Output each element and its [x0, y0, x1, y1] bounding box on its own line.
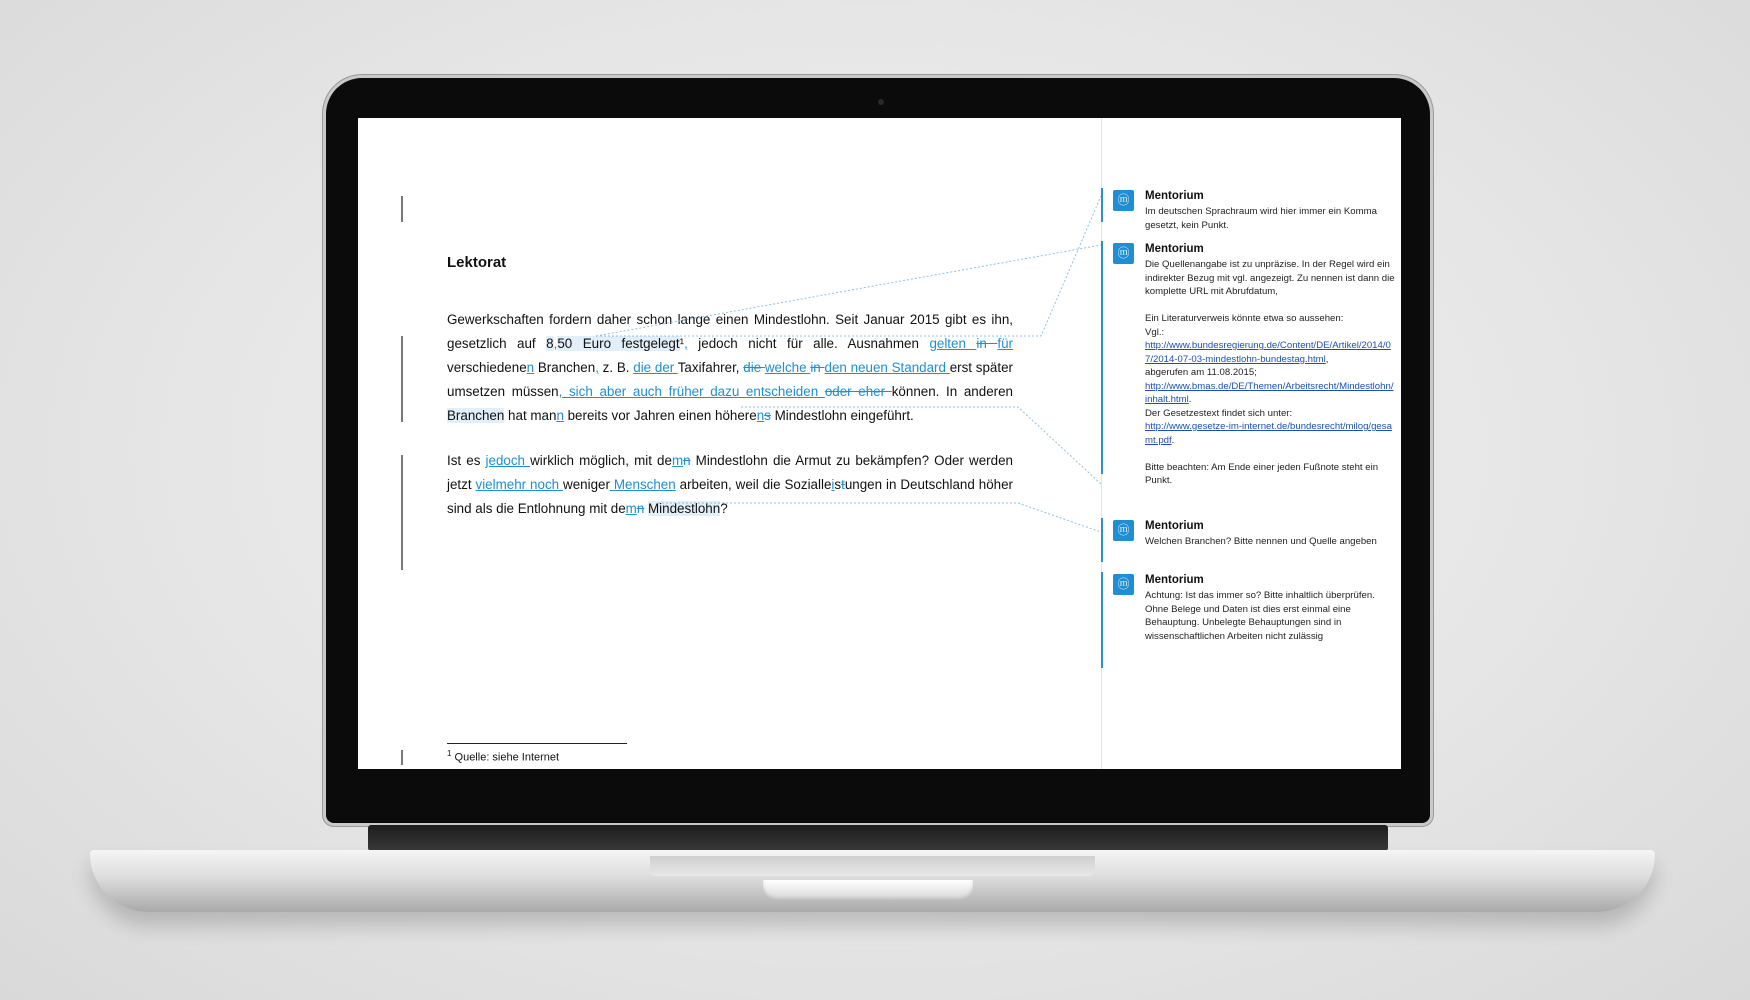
comment-line: abgerufen am 11.08.2015; — [1145, 367, 1257, 378]
source-link-2[interactable]: http://www.bmas.de/DE/Themen/Arbeitsrecht/Mindestlohn/inhalt.html — [1145, 380, 1394, 405]
camera-icon — [878, 99, 884, 105]
comment-line: Vgl.: — [1145, 326, 1165, 338]
tracked-insertion[interactable]: Menschen — [609, 477, 676, 492]
comment-line: Der Gesetzestext findet sich unter: — [1145, 407, 1293, 419]
text-run: ¹ — [679, 336, 685, 351]
footnote-text: Quelle: siehe Internet — [454, 751, 560, 764]
document-heading: Lektorat — [447, 254, 507, 271]
text-run: Branchen — [534, 360, 596, 375]
text-run: Gewerkschaften fordern daher schon lange einen Mindestlohn. Seit Januar 2015 gibt es ihn, gesetzlich auf — [447, 312, 1013, 351]
tracked-deletion[interactable]: oder eher — [824, 384, 892, 399]
source-link-3[interactable]: http://www.gesetze-im-internet.de/bundesrecht/milog/gesamt.pdf — [1145, 421, 1392, 446]
text-run: wirklich möglich, mit de — [530, 453, 672, 468]
tracked-insertion[interactable]: n — [556, 408, 564, 423]
source-link-1[interactable]: http://www.bundesregierung.de/Content/DE/Artikel/2014/07/2014-07-03-mindestlohn-bundestag.html — [1145, 340, 1391, 365]
text-run: Mindestlohn eingeführt. — [770, 408, 914, 423]
keyboard-hinge — [368, 825, 1388, 851]
tracked-insertion[interactable]: i — [831, 477, 835, 492]
comment-author: Mentorium — [1145, 520, 1204, 532]
connector-line-3 — [741, 407, 1101, 484]
tracked-deletion[interactable]: die — [743, 360, 765, 375]
comment-author: Mentorium — [1145, 190, 1204, 202]
comment-text: Die Quellenangabe ist zu unpräzise. In der Regel wird ein indirekter Bezug mit vgl. angezeigt. Zu nennen ist dann die komplette URL mit Abrufdatum, Ein Literaturverweis könnte etwa so aussehen: Vgl.: http://www.bundesregierung.de/Content/DE/Artikel/2014/07/2014-07-03-mindestlohn-bundestag.html, abgerufen am 11.08.2015; http://www.bmas.de/DE/Themen/Arbeitsrecht/Mindestlohn/inhalt.html. Der Gesetzestext findet sich unter: http://www.gesetze-im-internet.de/bundesrecht/milog/gesamt.pdf. Bitte beachten: Am Ende einer jeden Fußnote steht ein Punkt. — [1145, 259, 1395, 486]
mentorium-logo-icon: ⓜ — [1113, 574, 1134, 595]
comment-author: Mentorium — [1145, 243, 1204, 255]
text-run: ? — [720, 501, 728, 516]
text-run: hat man — [504, 408, 557, 423]
commented-text[interactable]: Branchen — [447, 408, 505, 423]
mentorium-logo-icon: ⓜ — [1113, 190, 1134, 211]
tracked-insertion[interactable]: den neuen Standard — [824, 360, 950, 375]
text-run: können. In anderen — [891, 384, 1014, 399]
text-run: ungen in Deutschland höher sind als die Entlohnung mit de — [447, 477, 1014, 516]
text-run: bereits vor Jahren einen höhere — [563, 408, 757, 423]
comment-text — [1145, 535, 1395, 549]
tracked-insertion[interactable]: m — [625, 501, 637, 516]
comment-text — [1145, 205, 1395, 232]
tracked-insertion[interactable]: , — [553, 336, 558, 351]
text-run: erst später umsetzen müssen — [447, 360, 1013, 399]
tracked-insertion[interactable]: jedoch — [485, 453, 531, 468]
commented-text[interactable]: Mindestlohn — [648, 501, 721, 516]
text-run: arbeiten, weil die Sozialle — [675, 477, 832, 492]
trackpad — [650, 856, 1095, 876]
connector-line-2 — [596, 245, 1101, 336]
comment-line: Ein Literaturverweis könnte etwa so aussehen: — [1145, 313, 1344, 324]
tracked-insertion[interactable]: die der — [633, 360, 678, 375]
text-run: Taxifahrer, — [677, 360, 744, 375]
tracked-insertion[interactable]: vielmehr noch — [475, 477, 564, 492]
text-run: z. B. — [598, 360, 634, 375]
mentorium-logo-icon: ⓜ — [1113, 243, 1134, 264]
text-run: weniger — [563, 477, 610, 492]
tracked-deletion[interactable]: in — [976, 336, 998, 351]
tracked-insertion[interactable]: , — [595, 360, 599, 375]
comment-line: Achtung: Ist das immer so? Bitte inhaltlich überprüfen. Ohne Belege und Daten ist dies erst einmal eine Behauptung. Unbelegte Behauptungen sind in wissenschaftlichen Arbeiten nicht zulässig — [1145, 590, 1375, 642]
comment-3[interactable] — [1101, 518, 1393, 562]
comment-2[interactable] — [1101, 241, 1395, 486]
comment-line: Im deutschen Sprachraum wird hier immer ein Komma gesetzt, kein Punkt. — [1145, 206, 1377, 231]
word-document-screen — [358, 118, 1401, 769]
commented-text[interactable]: 8 — [546, 336, 554, 351]
mentorium-logo-icon: ⓜ — [1113, 520, 1134, 541]
comment-author: Mentorium — [1145, 574, 1204, 586]
lid-notch — [763, 880, 973, 900]
comment-text — [1145, 589, 1395, 643]
commented-text[interactable]: 50 Euro festgelegt — [557, 336, 680, 351]
tracked-deletion[interactable]: t — [841, 477, 845, 492]
tracked-deletion[interactable]: n — [683, 453, 691, 468]
connector-line-4 — [658, 503, 1101, 532]
text-run: Ist es — [447, 453, 486, 468]
connector-line-1 — [596, 196, 1101, 336]
comment-line: Die Quellenangabe ist zu unpräzise. In der Regel wird ein indirekter Bezug mit vgl. angezeigt. Zu nennen ist dann die komplette URL mit Abrufdatum, — [1145, 259, 1395, 297]
comment-4[interactable] — [1101, 572, 1393, 668]
tracked-insertion[interactable]: für — [997, 336, 1013, 351]
tracked-insertion[interactable]: m — [671, 453, 684, 468]
tracked-insertion[interactable]: n — [526, 360, 535, 375]
comment-line: Welchen Branchen? Bitte nennen und Quelle angeben — [1145, 536, 1377, 547]
tracked-insertion[interactable]: , sich aber auch früher dazu entscheiden — [558, 384, 825, 399]
tracked-insertion[interactable]: gelten — [929, 336, 977, 351]
tracked-insertion[interactable]: n — [756, 408, 765, 423]
tracked-insertion[interactable]: welche — [764, 360, 811, 375]
comment-line: Bitte beachten: Am Ende einer jeden Fußnote steht ein Punkt. — [1145, 461, 1379, 486]
tracked-deletion[interactable]: s — [764, 408, 771, 423]
comment-1[interactable] — [1101, 188, 1393, 231]
tracked-deletion[interactable]: in — [810, 360, 825, 375]
text-run: s — [834, 477, 842, 492]
footnote-marker: 1 — [447, 749, 452, 758]
text-run: jedoch nicht für alle. Ausnahmen — [687, 336, 930, 351]
text-run: Mindestlohn die Armut zu bekämpfen? Oder werden jetzt — [447, 453, 1013, 492]
tracked-insertion[interactable]: , — [684, 336, 688, 351]
text-run: verschiedene — [447, 360, 527, 375]
tracked-deletion[interactable]: n — [636, 501, 645, 516]
